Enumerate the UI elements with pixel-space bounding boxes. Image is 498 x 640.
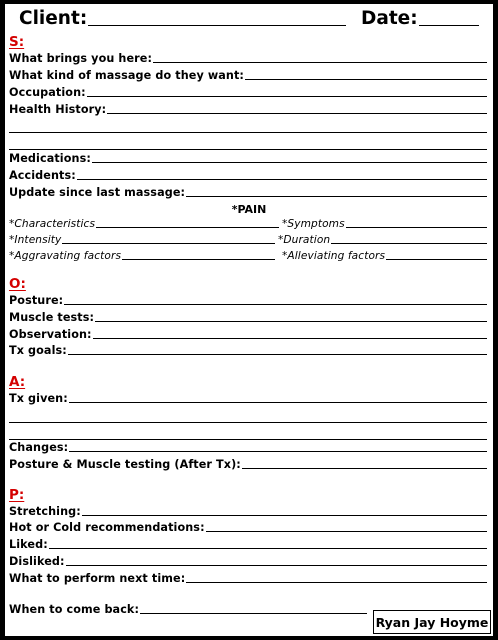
stretching-field[interactable]	[82, 514, 487, 516]
liked-field[interactable]	[49, 547, 487, 549]
intensity-label: *Intensity	[9, 234, 62, 246]
medications-field[interactable]	[92, 161, 487, 163]
massage-kind-field[interactable]	[245, 78, 487, 80]
update-row	[9, 186, 487, 199]
posture-field[interactable]	[64, 303, 487, 305]
posture-row	[9, 294, 487, 307]
occupation-row	[9, 86, 487, 99]
alleviating-label: *Alleviating factors	[282, 250, 386, 262]
muscle-tests-field[interactable]	[95, 320, 487, 322]
massage-kind-row	[9, 69, 487, 82]
hot-cold-field[interactable]	[206, 530, 487, 532]
medications-row	[9, 152, 487, 165]
tx-goals-field[interactable]	[68, 353, 487, 355]
duration-label: *Duration	[278, 234, 331, 246]
duration-field[interactable]	[331, 242, 487, 244]
tx-goals-row	[9, 344, 487, 357]
soap-note-form	[5, 4, 493, 636]
client-row	[19, 8, 346, 29]
symptoms-label: *Symptoms	[282, 218, 345, 230]
observation-field[interactable]	[93, 337, 487, 339]
health-history-label: Health History:	[9, 103, 107, 116]
muscle-tests-label: Muscle tests:	[9, 311, 95, 324]
aggravating-label: *Aggravating factors	[9, 250, 122, 262]
disliked-row	[9, 555, 487, 568]
disliked-label: Disliked:	[9, 555, 65, 568]
why-row	[9, 52, 487, 65]
health-history-row	[9, 103, 487, 116]
date-row	[361, 8, 479, 29]
posture-after-row	[9, 458, 487, 471]
observation-row	[9, 328, 487, 341]
date-field[interactable]	[419, 24, 479, 26]
next-time-label: What to perform next time:	[9, 572, 186, 585]
come-back-field[interactable]	[140, 612, 367, 614]
muscle-tests-row	[9, 311, 487, 324]
liked-row	[9, 538, 487, 551]
symptoms-row	[282, 218, 487, 230]
section-o-heading: O:	[9, 276, 26, 292]
next-time-row	[9, 572, 487, 585]
tx-given-row	[9, 392, 487, 405]
occupation-field[interactable]	[87, 95, 487, 97]
characteristics-field[interactable]	[96, 226, 279, 228]
why-field[interactable]	[153, 61, 487, 63]
alleviating-row	[282, 250, 487, 262]
client-label: Client:	[19, 8, 88, 29]
accidents-field[interactable]	[77, 178, 487, 180]
posture-label: Posture:	[9, 294, 64, 307]
hot-cold-row	[9, 521, 487, 534]
pain-title: *PAIN	[231, 203, 267, 216]
tx-goals-label: Tx goals:	[9, 344, 67, 357]
accidents-label: Accidents:	[9, 169, 76, 182]
tx-given-line-2[interactable]	[9, 422, 487, 423]
changes-label: Changes:	[9, 441, 69, 454]
update-field[interactable]	[186, 195, 487, 197]
section-s-heading: S:	[9, 34, 25, 50]
health-history-line-3[interactable]	[9, 149, 487, 150]
intensity-row	[9, 234, 275, 246]
occupation-label: Occupation:	[9, 86, 86, 99]
come-back-row	[9, 603, 367, 616]
tx-given-label: Tx given:	[9, 392, 68, 405]
liked-label: Liked:	[9, 538, 48, 551]
aggravating-row	[9, 250, 275, 262]
symptoms-field[interactable]	[346, 226, 487, 228]
next-time-field[interactable]	[186, 581, 487, 583]
date-label: Date:	[361, 8, 418, 29]
section-a-heading: A:	[9, 374, 26, 390]
duration-row	[278, 234, 487, 246]
characteristics-row	[9, 218, 279, 230]
stretching-label: Stretching:	[9, 505, 81, 518]
intensity-field[interactable]	[62, 242, 275, 244]
update-label: Update since last massage:	[9, 186, 186, 199]
changes-row	[9, 441, 487, 454]
hot-cold-label: Hot or Cold recommendations:	[9, 521, 205, 534]
section-p-heading: P:	[9, 487, 25, 503]
changes-field[interactable]	[69, 450, 487, 452]
accidents-row	[9, 169, 487, 182]
tx-given-line-3[interactable]	[9, 439, 487, 440]
medications-label: Medications:	[9, 152, 91, 165]
characteristics-label: *Characteristics	[9, 218, 96, 230]
massage-kind-label: What kind of massage do they want:	[9, 69, 244, 82]
disliked-field[interactable]	[66, 564, 487, 566]
health-history-line-2[interactable]	[9, 132, 487, 133]
why-label: What brings you here:	[9, 52, 153, 65]
alleviating-field[interactable]	[386, 258, 487, 260]
aggravating-field[interactable]	[122, 258, 275, 260]
come-back-label: When to come back:	[9, 603, 140, 616]
posture-after-field[interactable]	[242, 467, 487, 469]
posture-after-label: Posture & Muscle testing (After Tx):	[9, 458, 241, 471]
health-history-field[interactable]	[107, 112, 487, 114]
observation-label: Observation:	[9, 328, 92, 341]
signature-box: Ryan Jay Hoyme	[373, 610, 491, 634]
stretching-row	[9, 505, 487, 518]
tx-given-field[interactable]	[69, 401, 487, 403]
client-field[interactable]	[88, 24, 346, 26]
